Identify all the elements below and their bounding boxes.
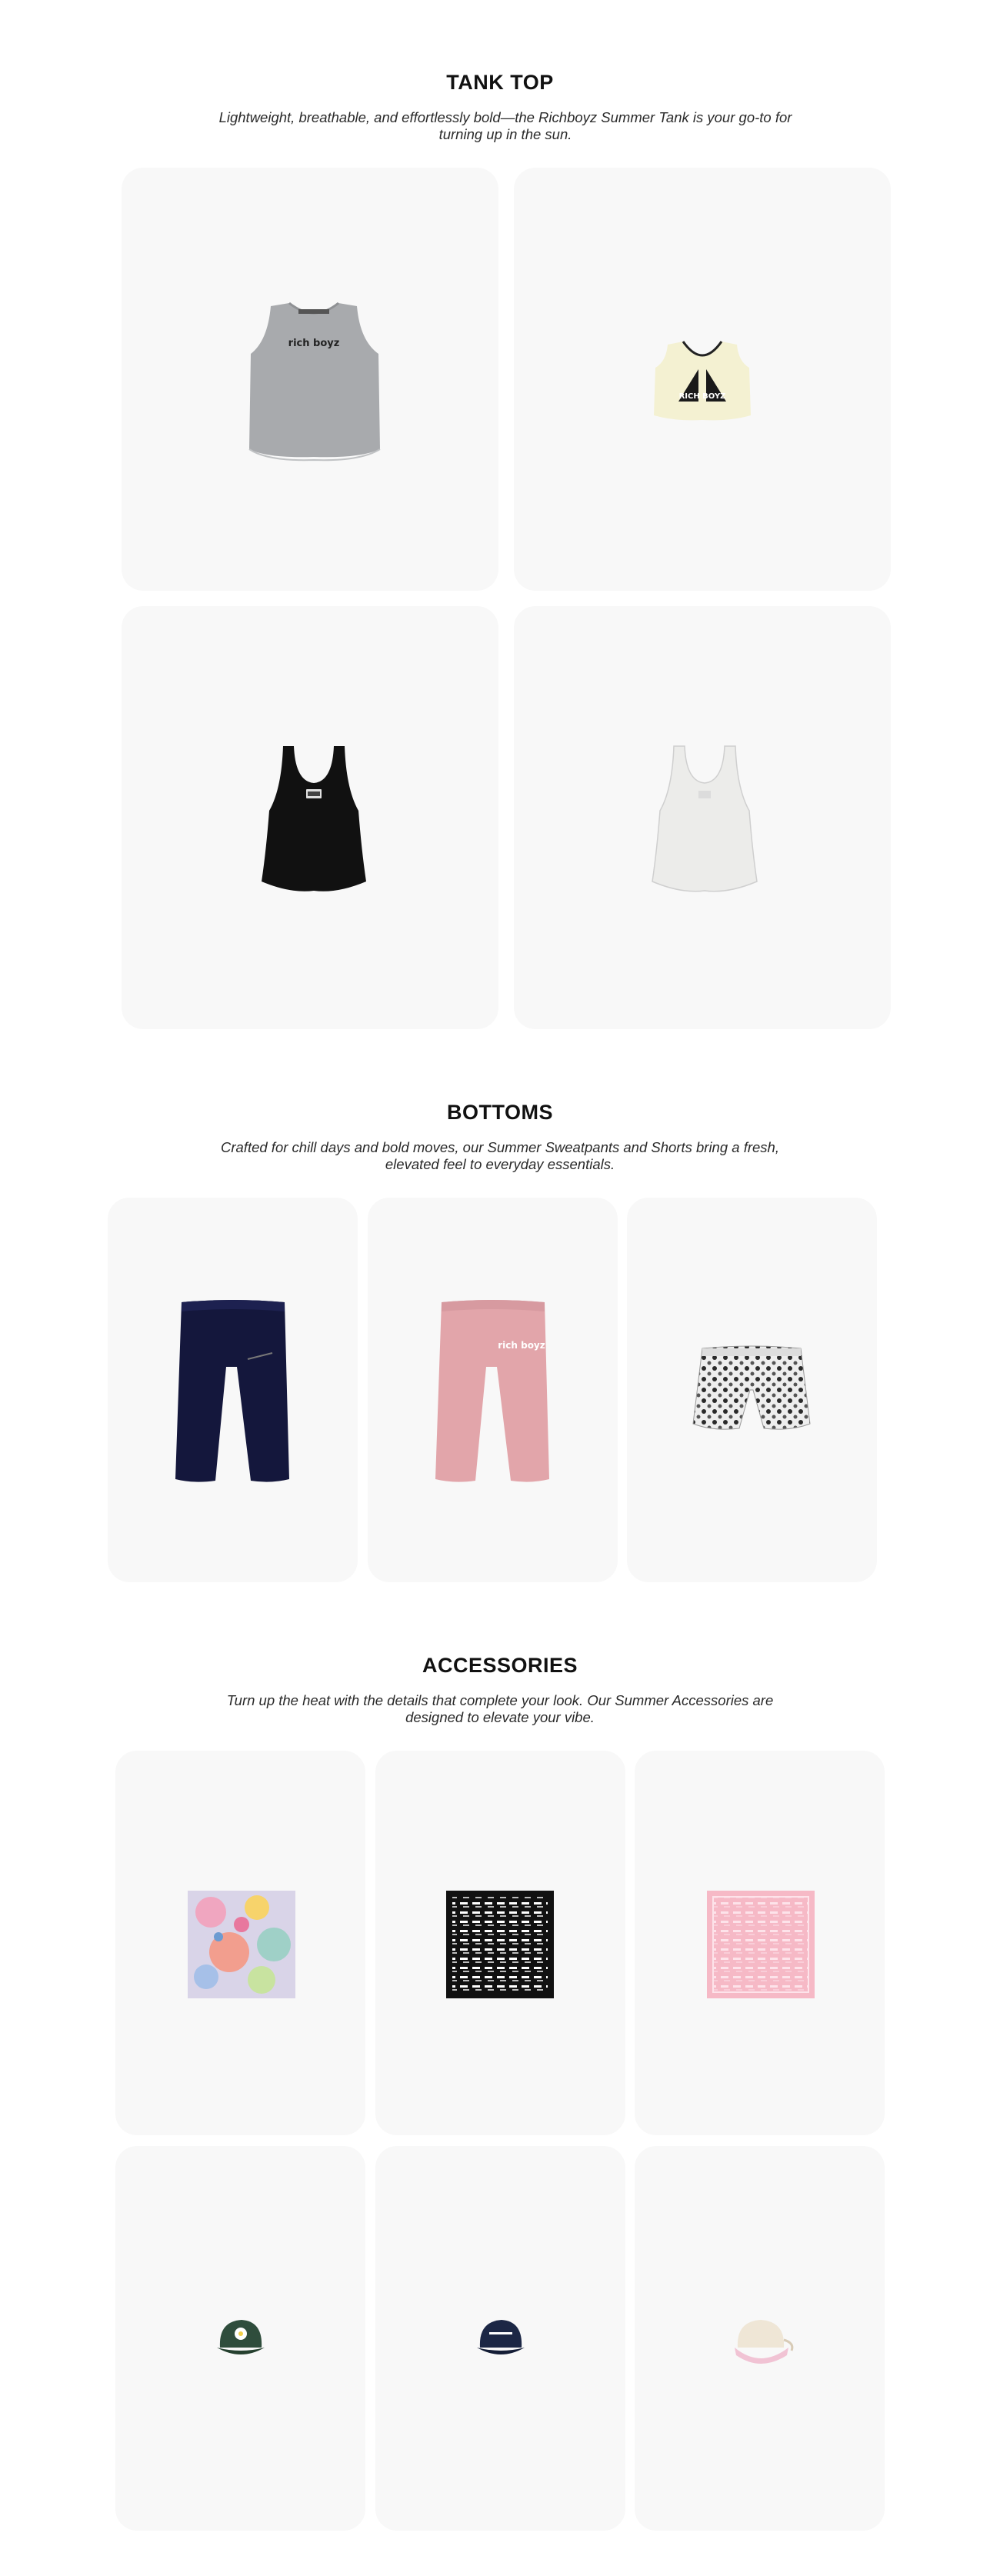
section-description-bottoms: Crafted for chill days and bold moves, our Summer Sweatpants and Shorts bring a fresh, elevated feel to everyday essentials. bbox=[221, 1139, 779, 1172]
product-card-white-tank[interactable] bbox=[514, 606, 891, 1029]
white-tank-image bbox=[651, 743, 758, 897]
green-cap-image bbox=[214, 2317, 268, 2363]
section-title-bottoms: BOTTOMS bbox=[447, 1101, 553, 1124]
product-card-grey-tank[interactable] bbox=[122, 168, 498, 591]
product-card-printed-shorts[interactable] bbox=[627, 1198, 877, 1582]
product-card-floral-bandana[interactable] bbox=[115, 1751, 365, 2135]
section-description-tank-top: Lightweight, breathable, and effortlessly bold—the Richboyz Summer Tank is your go-to for turning up in the sun. bbox=[218, 109, 792, 142]
product-card-cream-tank[interactable] bbox=[514, 168, 891, 591]
product-card-pink-bandana[interactable] bbox=[635, 1751, 885, 2135]
pink-sweatpants-print: rich boyz bbox=[498, 1340, 545, 1351]
cream-tank-image bbox=[652, 338, 752, 423]
product-card-pink-visor[interactable] bbox=[635, 2146, 885, 2531]
navy-sweatpants-image bbox=[171, 1298, 295, 1485]
navy-cap-image bbox=[474, 2317, 528, 2363]
cream-tank-print: RICH BOYZ bbox=[678, 392, 726, 401]
section-description-accessories: Turn up the heat with the details that complete your look. Our Summer Accessories are designed to elevate your vibe. bbox=[226, 1692, 774, 1725]
product-card-black-bandana[interactable] bbox=[375, 1751, 625, 2135]
product-card-pink-sweatpants[interactable] bbox=[368, 1198, 618, 1582]
product-card-green-cap[interactable] bbox=[115, 2146, 365, 2531]
pink-sweatpants-image bbox=[431, 1298, 555, 1485]
section-title-accessories: ACCESSORIES bbox=[422, 1654, 578, 1677]
product-card-navy-cap[interactable] bbox=[375, 2146, 625, 2531]
black-bandana-image bbox=[446, 1891, 554, 1998]
section-title-tank-top: TANK TOP bbox=[446, 71, 554, 94]
pink-bandana-image bbox=[707, 1891, 815, 1998]
pink-visor-image bbox=[730, 2317, 793, 2371]
product-card-navy-sweatpants[interactable] bbox=[108, 1198, 358, 1582]
grey-tank-print: rich boyz bbox=[288, 338, 340, 349]
grey-tank-image bbox=[245, 298, 383, 468]
printed-shorts-image bbox=[690, 1344, 813, 1436]
product-card-black-tank[interactable] bbox=[122, 606, 498, 1029]
black-tank-image bbox=[260, 743, 368, 897]
floral-bandana-image bbox=[188, 1891, 295, 1998]
